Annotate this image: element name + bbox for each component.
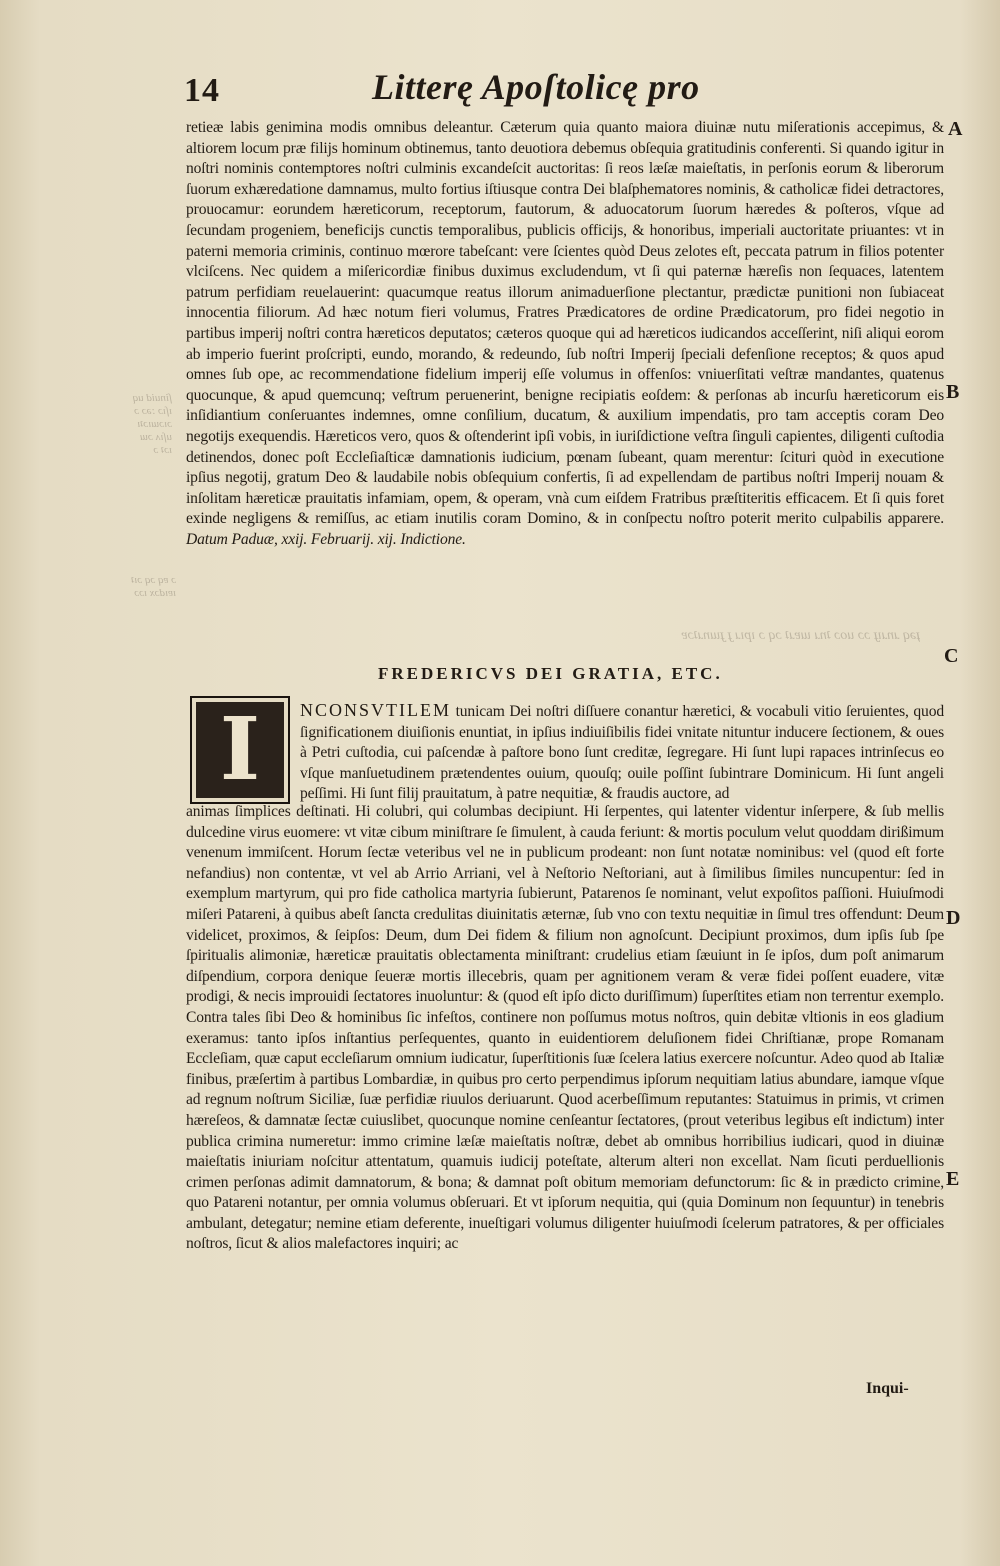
body-text-opening bbox=[300, 700, 944, 805]
opening-word: NCONSVTILEM bbox=[300, 700, 451, 720]
opening-paragraph: tunicam Dei noſtri diſſuere conantur hæretici, & vocabuli vitio ſeruientes, quod ſignificationem diuiſionis enuntiat, in ipſius indiuiſibilis fidei vnitate nituntur inducere ſectionem, & oues à Petri cuſtodia, cui paſcendæ à paſtore bono ſunt creditæ, ſegregare. Hi ſunt lupi rapaces intrinſecus eo vſque manſuetudinem prætendentes ouium, quouſq; ouile poſſint ſubintrare Dominicum. Hi ſunt angeli peſſimi. Hi ſunt filij prauitatum, à patre nequitiæ, & fraudis auctore, ad bbox=[300, 703, 944, 803]
margin-letter-d: D bbox=[946, 907, 961, 929]
margin-letter-b: B bbox=[946, 381, 960, 403]
body-paragraph-second: animas ſimplices deſtinati. Hi colubri, qui columbas decipiunt. Hi ſerpentes, qui latenter videntur inſerpere, & ſub mellis dulcedine virus euomere: vt vitæ cibum miniſtrare ſe ſimulent, à cauda feriunt: & mortis poculum velut quoddam dirißimum venenum immiſcent. Horum ſectæ veteribus vel ne in publicum prodeant: non ſunt notatæ nominibus: vel (quod eſt forte nefandius) non contentæ, vt vel ab Arrio Arriani, vel à Neſtorio Neſtoriani, aut à ſimilibus ſimiles nuncupentur: ſed in exemplum martyrum, qui pro fide catholica martyria ſubierunt, Patarenos ſe nominant, velut expoſitos paſſioni. Huiuſmodi miſeri Patareni, à quibus abeſt ſancta credulitas diuinitatis æternæ, ſub vno con textu nequitiæ in ſimul tres offendunt: Deum videlicet, proximos, & ſeipſos: Deum, dum Dei fidem & filium non agnoſcunt. Decipiunt proximos, dum ipſis ſub ſpe ſpiritualis alimoniæ, hæreticæ prauitatis oblectamenta miniſtrant: crudelius etiam ſæuiunt in ſe ipſos, dum poſt animarum diſpendium, corpora denique ſeueræ mortis illecebris, quam per agnitionem veram & veræ fidei poſſent euadere, vitæ prodigi, & necis improuidi ſectatores inuoluntur: & (quod eſt ipſo dicto duriſſimum) ſuperſtites etiam non terrentur exemplo. Contra tales ſibi Deo & hominibus ſic infeſtos, continere non poſſumus motus noſtros, quin debitæ vltionis in eos gladium exeramus: tanto ipſos inſtantius perſequentes, quanto in euidentiorem deluſionem fidei Chriſtianæ, prope Romanam Eccleſiam, quæ caput eccleſiarum omnium iudicatur, ſuperſtitionis ſuæ ſcelera latius exercere noſcuntur. Adeo quod ab Italiæ finibus, præſertim à partibus Lombardiæ, in quibus pro certo perpendimus ipſorum nequitiam latius abundare, iamque vſque ad regnum noſtrum Siciliæ, ſuæ perfidiæ riuulos deriuarunt. Quod acerbeſſimum reputantes: Statuimus in primis, vt crimen hæreſeos, & damnatæ ſectæ cuiuslibet, quocunque nomine cenſeantur ſectatores, (prout veteribus legibus eſt indictum) inter publica crimina numeretur: immo crimine læſæ maieſtatis noſtræ, debet ab omnibus horribilius iudicari, quod in diuinæ maieſtatis iniuriam noſcitur attentatum, quamuis iudicij poteſtate, alterum alteri non excellat. Nam ſicuti perduellionis crimen perſonas adimit damnatorum, & bona; & damnat poſt obitum memoriam defunctorum: ſic & in prædicto crimine, quo Patareni notantur, per omnia volumus obſeruari. Et vt ipſorum nequitia, qui (quia Dominum non ſequuntur) in tenebris ambulant, detegatur; nemine etiam deferente, inueſtigari volumus diligenter huiuſmodi ſcelerum patratores, & per officiales noſtros, ſicut & alios malefactores inquiri; ac bbox=[186, 803, 944, 1253]
show-through-text: ɔ ɐq ɔq ɔıʇ ıɐıdɔx ıɔɔ bbox=[131, 574, 176, 599]
catchword: Inqui- bbox=[866, 1380, 909, 1397]
section-heading: FREDERICVS DEI GRATIA, ETC. bbox=[378, 664, 723, 683]
margin-letter-a: A bbox=[948, 118, 963, 140]
page-number: 14 bbox=[184, 72, 220, 109]
running-head: Litterę Apoſtolicę pro bbox=[372, 67, 700, 107]
body-paragraph: retieæ labis genimina modis omnibus deleantur. Cæterum quia quanto maiora diuinæ nutu miſerationis accepimus, & altiorem locum præ filijs hominum obtinemus, tanto deuotiora debemus obſequia gratitudinis conferenti. Si quando igitur in noſtri nominis contemptores noſtri culminis excandeſcit auctoritas: ſi reos læſæ maieſtatis, in perſonis eorum & liberorum ſuorum exhæredatione damnamus, multo fortius iſtiusque contra Dei blaſphematores nominis, & catholicæ fidei detractores, prouocamur: eorundem hæreticorum, receptorum, fautorum, & aduocatorum ſuorum hæredes & poſteros, vſque ad ſecundam progeniem, beneficijs cunctis temporalibus, publicis officijs, & honoribus, imperiali auctoritate priuantes: vt in paterni memoria criminis, continuo mœrore tabeſcant: vere ſcientes quòd Deus zelotes eſt, peccata patrum in filios potenter vlciſcens. Nec quidem a miſericordiæ finibus duximus excludendum, vt ſi qui paternæ hæreſis non ſequaces, latentem patrum perfidiam reuelauerint: quacumque reatus illorum animaduerſione plectantur, prædictæ punitioni non ſubiaceat innocentia filiorum. Ad hæc notum fieri volumus, Fratres Prædicatores de ordine Prædicatorum, pro fidei negotio in partibus imperij noſtri contra hæreticos deputatos; cæteros quoque qui ad hæreticos iudicandos acceſſerint, niſi aliqui eorom ab imperio fuerint proſcripti, eundo, morando, & redeundo, ſub noſtri Imperij ſpeciali defenſione receptos; & quos apud omnes ſub ope, ac recommendatione fidelium imperij eſſe volumus in offenſos: vniuerſitati veſtræ mandantes, quatenus quocunque, & apud quemcunq; veſtrum peruenerint, benigne recipiatis eoſdem: & perſonas ab incurſu hæreticorum eis inſidiantium conſeruantes indemnes, omne conſilium, ducatum, & auxilium impendatis, pro tam acceptis coram Deo negotijs exequendis. Hæreticos vero, quos & oſtenderint ipſi vobis, in iuriſdictione veſtra ſinguli capientes, diligenti cuſtodia detinendos, donec poſt Eccleſiaſticæ damnationis iudicium, pœnam ſubeant, quam merentur: ſcituri quòd in executione ipſius negotij, gratum Deo & laudabile nobis obſequium confertis, ſi ad expellendam de partibus noſtri Imperij nouam & inſolitam hæreticæ prauitatis infamiam, opem, & operam, vnà cum eiſdem Fratribus præſtiteritis efficacem. Et ſi quis foret exinde negligens & remiſſus, ac etiam inutilis coram Domino, & in conſpectu noſtro poterit merito culpabilis apparere. bbox=[186, 119, 944, 528]
drop-cap-letter: I bbox=[219, 699, 261, 800]
body-text-second bbox=[186, 802, 944, 1255]
dating-line: Datum Paduæ, xxij. Februarij. xij. Indictione. bbox=[186, 530, 466, 548]
show-through-text: ɟəq ɹnɹıɟ ɔɔ uoɔ ʇnɹ ɯɐɹʇ ɔq ɔ ıpıɹ ɟ ɟɯnɹʇɔɐ bbox=[681, 628, 920, 643]
margin-letter-c: C bbox=[944, 645, 959, 667]
show-through-text: ſinuid uq ıſıɔ :əɔ ɔ ɔıɔɯıɔʇı uſıʌ ɔɯ ıɔʇ ɔ bbox=[132, 392, 172, 456]
drop-cap-ornament bbox=[190, 696, 290, 804]
body-text-first bbox=[186, 118, 944, 550]
margin-letter-e: E bbox=[946, 1168, 960, 1190]
